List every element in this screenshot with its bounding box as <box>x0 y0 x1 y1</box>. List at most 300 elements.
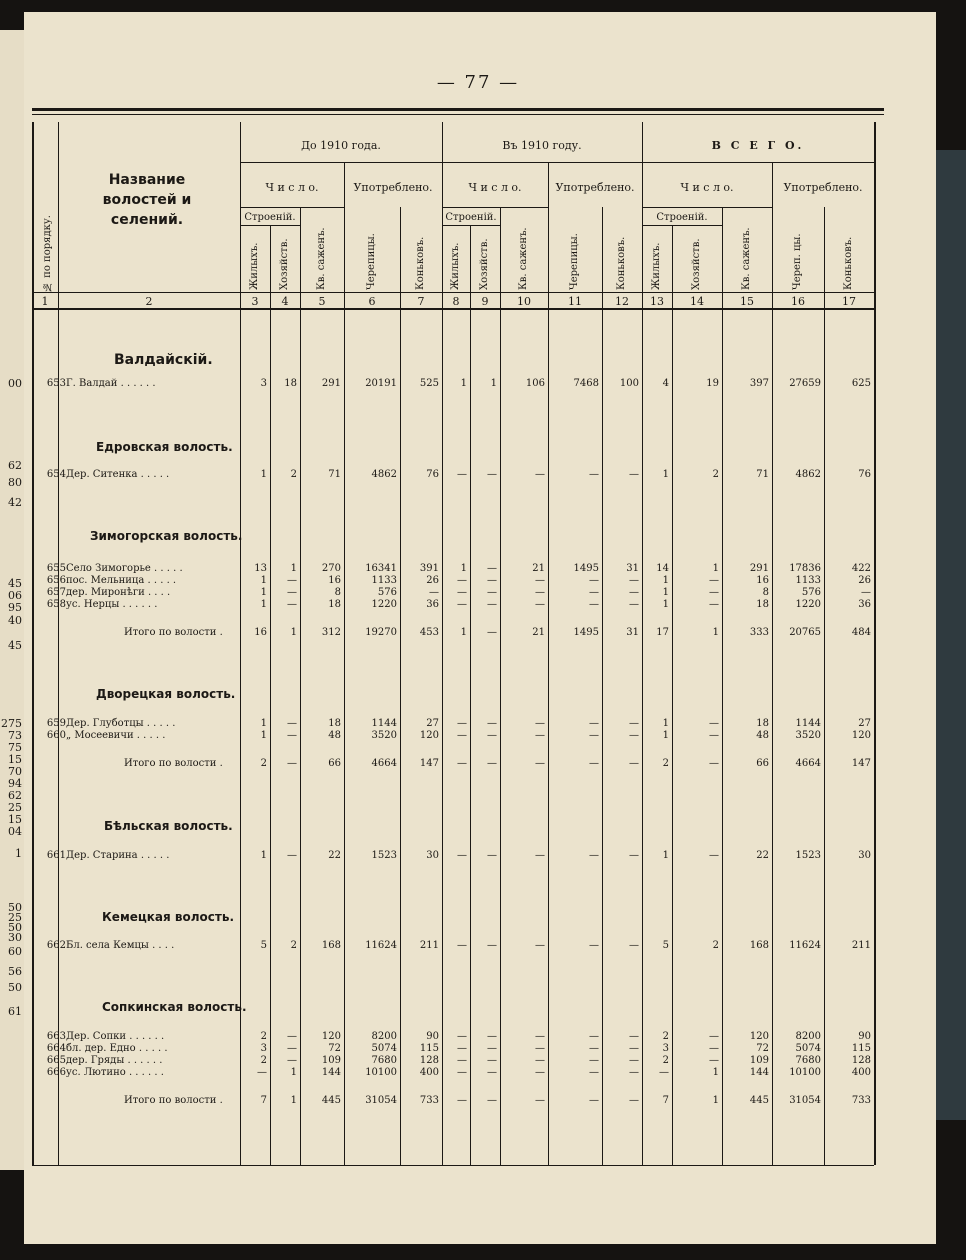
row-number: 653 <box>46 378 66 389</box>
cell-value: — <box>629 730 639 741</box>
settlement-name: Дер. Глуботцы . . . . . <box>66 718 176 729</box>
cell-value: 1 <box>490 378 497 389</box>
cell-value: — <box>457 730 467 741</box>
left-page-number: 04 <box>8 825 22 838</box>
cell-value: 4 <box>662 378 669 389</box>
cell-value: 26 <box>858 575 871 586</box>
cell-value: 2 <box>712 940 719 951</box>
cell-value: 1495 <box>573 627 599 638</box>
cell-value: — <box>487 1031 497 1042</box>
cell-value: — <box>487 850 497 861</box>
cell-value: — <box>535 718 545 729</box>
cell-value: 66 <box>756 758 769 769</box>
cell-value: 1144 <box>795 718 821 729</box>
cell-value: — <box>709 718 719 729</box>
cell-value: 525 <box>419 378 439 389</box>
cell-value: 144 <box>321 1067 341 1078</box>
section-title: Дворецкая волость. <box>96 687 236 701</box>
cell-value: — <box>709 587 719 598</box>
header-buildings-3: Строеній. <box>656 212 708 223</box>
cell-value: — <box>629 1031 639 1042</box>
cell-value: 30 <box>426 850 439 861</box>
cell-value: 1 <box>260 850 267 861</box>
cell-value: 128 <box>851 1055 871 1066</box>
settlement-name: Дер. Ситенка . . . . . <box>66 469 170 480</box>
cell-value: 147 <box>851 758 871 769</box>
cell-value: — <box>535 575 545 586</box>
cell-value: — <box>535 850 545 861</box>
cell-value: 144 <box>749 1067 769 1078</box>
cell-value: 109 <box>749 1055 769 1066</box>
cell-value: 391 <box>419 563 439 574</box>
column-number: 14 <box>690 295 704 308</box>
cell-value: — <box>535 1031 545 1042</box>
cell-value: 11624 <box>365 940 397 951</box>
cell-value: 291 <box>321 378 341 389</box>
cell-value: — <box>487 599 497 610</box>
left-page-number: 94 <box>8 777 22 790</box>
cell-value: 100 <box>619 378 639 389</box>
cell-value: 1 <box>460 563 467 574</box>
left-page-number: 73 <box>8 729 22 742</box>
book-cover-edge <box>936 150 966 1120</box>
cell-value: — <box>629 1055 639 1066</box>
cell-value: 5 <box>662 940 669 951</box>
cell-value: 4862 <box>371 469 397 480</box>
cell-value: 1 <box>662 599 669 610</box>
cell-value: 1 <box>712 627 719 638</box>
cell-value: — <box>487 575 497 586</box>
cell-value: — <box>629 1067 639 1078</box>
column-divider <box>300 207 301 1165</box>
cell-value: — <box>709 730 719 741</box>
column-label-khoz: Хозяйств. <box>691 238 702 290</box>
cell-value: 168 <box>749 940 769 951</box>
settlement-name: Село Зимогорье . . . . . <box>66 563 183 574</box>
cell-value: 1220 <box>795 599 821 610</box>
cell-value: — <box>287 718 297 729</box>
cell-value: 2 <box>290 940 297 951</box>
column-number: 3 <box>251 295 259 308</box>
row-number: 659 <box>46 718 66 729</box>
section-title: Валдайскій. <box>114 352 213 368</box>
cell-value: — <box>257 1067 267 1078</box>
header-name: Название волостей и селений. <box>102 172 192 228</box>
cell-value: 625 <box>851 378 871 389</box>
section-title: Сопкинская волость. <box>102 1000 247 1014</box>
cell-value: 1523 <box>795 850 821 861</box>
cell-value: — <box>535 1067 545 1078</box>
section-title: Кемецкая волость. <box>102 910 234 924</box>
row-number: 655 <box>46 563 66 574</box>
cell-value: — <box>589 1067 599 1078</box>
cell-value: 2 <box>290 469 297 480</box>
left-page-number: 62 <box>8 789 22 802</box>
column-number: 7 <box>417 295 425 308</box>
cell-value: 18 <box>284 378 297 389</box>
cell-value: 1133 <box>795 575 821 586</box>
subtotal-label: Итого по волости . <box>124 627 223 638</box>
cell-value: 18 <box>756 718 769 729</box>
cell-value: — <box>709 1055 719 1066</box>
row-number: 654 <box>46 469 66 480</box>
cell-value: 2 <box>662 1055 669 1066</box>
row-number: 663 <box>46 1031 66 1042</box>
top-rule <box>32 108 884 111</box>
cell-value: 445 <box>321 1095 341 1106</box>
column-number: 15 <box>740 295 754 308</box>
cell-value: 422 <box>851 563 871 574</box>
cell-value: 128 <box>419 1055 439 1066</box>
cell-value: 1 <box>662 718 669 729</box>
cell-value: — <box>709 575 719 586</box>
column-divider <box>58 122 59 1165</box>
subtotal-label: Итого по волости . <box>124 758 223 769</box>
cell-value: 1 <box>460 378 467 389</box>
cell-value: — <box>589 730 599 741</box>
cell-value: — <box>287 1043 297 1054</box>
cell-value: — <box>457 1095 467 1106</box>
cell-value: — <box>629 850 639 861</box>
cell-value: 18 <box>756 599 769 610</box>
column-number: 10 <box>517 295 531 308</box>
cell-value: 18 <box>328 599 341 610</box>
cell-value: 4664 <box>795 758 821 769</box>
left-page-number: 1 <box>15 847 22 860</box>
column-number: 8 <box>452 295 460 308</box>
cell-value: 16 <box>328 575 341 586</box>
column-label-konkov: Коньковъ. <box>415 236 426 290</box>
column-number: 4 <box>281 295 289 308</box>
column-number: 11 <box>568 295 582 308</box>
left-page-number: 42 <box>8 496 22 509</box>
cell-value: 71 <box>756 469 769 480</box>
cell-value: 3 <box>260 1043 267 1054</box>
cell-value: 14 <box>656 563 669 574</box>
cell-value: — <box>629 575 639 586</box>
left-page-number: 15 <box>8 813 22 826</box>
cell-value: 1 <box>712 1067 719 1078</box>
cell-value: — <box>535 730 545 741</box>
settlement-name: бл. дер. Едно . . . . . <box>66 1043 168 1054</box>
cell-value: — <box>487 587 497 598</box>
left-page-number: 06 <box>8 589 22 602</box>
cell-value: 17 <box>656 627 669 638</box>
left-page-number: 95 <box>8 601 22 614</box>
cell-value: 453 <box>419 627 439 638</box>
cell-value: 2 <box>260 1055 267 1066</box>
cell-value: 1 <box>260 718 267 729</box>
cell-value: — <box>589 758 599 769</box>
cell-value: — <box>487 940 497 951</box>
cell-value: 3520 <box>795 730 821 741</box>
column-label-zhilykh: Жилыхъ. <box>651 242 662 290</box>
cell-value: 7468 <box>573 378 599 389</box>
row-number: 662 <box>46 940 66 951</box>
column-label-kv: Кв. саженъ. <box>518 227 529 290</box>
cell-value: 19 <box>706 378 719 389</box>
cell-value: — <box>287 1031 297 1042</box>
cell-value: 18 <box>328 718 341 729</box>
cell-value: 211 <box>419 940 439 951</box>
cell-value: 13 <box>254 563 267 574</box>
cell-value: — <box>629 718 639 729</box>
cell-value: — <box>487 758 497 769</box>
cell-value: — <box>457 1031 467 1042</box>
cell-value: — <box>629 758 639 769</box>
cell-value: 10100 <box>365 1067 397 1078</box>
cell-value: — <box>457 1055 467 1066</box>
cell-value: 1 <box>260 469 267 480</box>
left-page-number: 25 <box>8 911 22 924</box>
section-title: Едровская волость. <box>96 440 233 454</box>
column-number: 13 <box>650 295 664 308</box>
cell-value: 76 <box>426 469 439 480</box>
left-page-number: 30 <box>8 931 22 944</box>
cell-value: 48 <box>328 730 341 741</box>
top-rule-thin <box>32 114 884 115</box>
cell-value: 11624 <box>789 940 821 951</box>
cell-value: 1 <box>662 730 669 741</box>
cell-value: — <box>457 850 467 861</box>
cell-value: — <box>457 1043 467 1054</box>
cell-value: 576 <box>377 587 397 598</box>
cell-value: 120 <box>749 1031 769 1042</box>
cell-value: 19270 <box>365 627 397 638</box>
header-line-3c <box>642 225 722 226</box>
page-number: — 77 — <box>436 72 520 93</box>
cell-value: 3 <box>662 1043 669 1054</box>
cell-value: 2 <box>260 1031 267 1042</box>
left-page-number: 25 <box>8 801 22 814</box>
bottom-line <box>32 1165 874 1166</box>
cell-value: 48 <box>756 730 769 741</box>
cell-value: 168 <box>321 940 341 951</box>
left-page-number: 60 <box>8 945 22 958</box>
cell-value: 120 <box>321 1031 341 1042</box>
cell-value: — <box>629 469 639 480</box>
left-page-number: 00 <box>8 377 22 390</box>
cell-value: 1144 <box>371 718 397 729</box>
header-line-3b <box>442 225 500 226</box>
cell-value: 22 <box>328 850 341 861</box>
cell-value: 21 <box>532 563 545 574</box>
cell-value: 8 <box>334 587 341 598</box>
settlement-name: дер. Гряды . . . . . . <box>66 1055 163 1066</box>
cell-value: — <box>287 758 297 769</box>
cell-value: — <box>535 469 545 480</box>
cell-value: — <box>861 587 871 598</box>
cell-value: 1 <box>260 730 267 741</box>
cell-value: — <box>429 587 439 598</box>
column-divider <box>344 162 345 1165</box>
header-in-1910: Въ 1910 году. <box>502 139 582 152</box>
section-title: Бѣльская волость. <box>104 819 233 833</box>
cell-value: 211 <box>851 940 871 951</box>
cell-value: 733 <box>419 1095 439 1106</box>
header-line-2a <box>240 207 344 208</box>
cell-value: 7680 <box>795 1055 821 1066</box>
cell-value: — <box>629 1095 639 1106</box>
column-label-cherep: Черепицы. <box>366 233 377 290</box>
cell-value: — <box>487 730 497 741</box>
header-buildings-1: Строеній. <box>244 212 296 223</box>
column-divider <box>442 122 443 1165</box>
cell-value: 22 <box>756 850 769 861</box>
left-page-number: 15 <box>8 753 22 766</box>
column-number: 2 <box>145 295 153 308</box>
cell-value: 90 <box>858 1031 871 1042</box>
cell-value: 8200 <box>371 1031 397 1042</box>
column-label-konkov: Коньковъ. <box>616 236 627 290</box>
cell-value: 3520 <box>371 730 397 741</box>
cell-value: 31 <box>626 627 639 638</box>
left-page-number: 40 <box>8 614 22 627</box>
cell-value: 291 <box>749 563 769 574</box>
cell-value: 109 <box>321 1055 341 1066</box>
cell-value: 4862 <box>795 469 821 480</box>
left-page-number: 45 <box>8 577 22 590</box>
cell-value: 1 <box>290 1095 297 1106</box>
column-number: 5 <box>318 295 326 308</box>
cell-value: — <box>487 469 497 480</box>
cell-value: 270 <box>321 563 341 574</box>
column-label-kv: Кв. саженъ. <box>741 227 752 290</box>
cell-value: 31054 <box>365 1095 397 1106</box>
column-label-zhilykh: Жилыхъ. <box>450 242 461 290</box>
header-before-1910: До 1910 года. <box>301 139 381 152</box>
cell-value: 1133 <box>371 575 397 586</box>
cell-value: 10100 <box>789 1067 821 1078</box>
cell-value: — <box>487 1067 497 1078</box>
cell-value: — <box>589 1095 599 1106</box>
cell-value: — <box>709 1043 719 1054</box>
cell-value: 1220 <box>371 599 397 610</box>
cell-value: 5074 <box>371 1043 397 1054</box>
header-line-3a <box>240 225 300 226</box>
cell-value: 4664 <box>371 758 397 769</box>
header-count-2: Ч и с л о. <box>468 181 522 194</box>
section-title: Зимогорская волость. <box>90 529 243 543</box>
cell-value: — <box>589 575 599 586</box>
cell-value: 397 <box>749 378 769 389</box>
column-divider <box>500 207 501 1165</box>
left-page-number: 50 <box>8 921 22 934</box>
row-number: 666 <box>46 1067 66 1078</box>
header-count-1: Ч и с л о. <box>265 181 319 194</box>
cell-value: — <box>589 587 599 598</box>
cell-value: 333 <box>749 627 769 638</box>
cell-value: 7 <box>662 1095 669 1106</box>
cell-value: — <box>457 587 467 598</box>
column-divider <box>32 122 34 1165</box>
cell-value: 1523 <box>371 850 397 861</box>
cell-value: — <box>535 1043 545 1054</box>
cell-value: 21 <box>532 627 545 638</box>
cell-value: 36 <box>858 599 871 610</box>
column-divider <box>470 225 471 1165</box>
left-page-number: 62 <box>8 459 22 472</box>
cell-value: 400 <box>419 1067 439 1078</box>
cell-value: 27 <box>858 718 871 729</box>
cell-value: — <box>487 1043 497 1054</box>
settlement-name: пос. Мельница . . . . . <box>66 575 177 586</box>
header-line-2c <box>642 207 772 208</box>
cell-value: 484 <box>851 627 871 638</box>
cell-value: 27 <box>426 718 439 729</box>
cell-value: 1 <box>712 1095 719 1106</box>
cell-value: 312 <box>321 627 341 638</box>
cell-value: — <box>487 1055 497 1066</box>
cell-value: — <box>535 1055 545 1066</box>
cell-value: — <box>629 1043 639 1054</box>
cell-value: 90 <box>426 1031 439 1042</box>
cell-value: 16 <box>756 575 769 586</box>
settlement-name: Г. Валдай . . . . . . <box>66 378 156 389</box>
row-number: 656 <box>46 575 66 586</box>
settlement-name: ус. Нерцы . . . . . . <box>66 599 158 610</box>
cell-value: 26 <box>426 575 439 586</box>
header-line-1 <box>240 162 874 163</box>
column-label-cherep: Черепицы. <box>569 233 580 290</box>
cell-value: 72 <box>756 1043 769 1054</box>
cell-value: 1 <box>290 563 297 574</box>
column-label-zhilykh: Жилыхъ. <box>249 242 260 290</box>
column-number: 1 <box>41 295 49 308</box>
cell-value: 1 <box>260 587 267 598</box>
cell-value: 115 <box>419 1043 439 1054</box>
left-page-number: 61 <box>8 1005 22 1018</box>
left-page-number: 50 <box>8 901 22 914</box>
cell-value: — <box>535 758 545 769</box>
cell-value: — <box>487 718 497 729</box>
column-label-khoz: Хозяйств. <box>279 238 290 290</box>
cell-value: — <box>589 718 599 729</box>
header-buildings-2: Строеній. <box>445 212 497 223</box>
left-page-number: 275 <box>1 717 22 730</box>
cell-value: 7680 <box>371 1055 397 1066</box>
cell-value: 8200 <box>795 1031 821 1042</box>
left-page-number: 56 <box>8 965 22 978</box>
cell-value: — <box>589 940 599 951</box>
settlement-name: Дер. Старина . . . . . <box>66 850 170 861</box>
header-line-2b <box>442 207 548 208</box>
cell-value: — <box>487 563 497 574</box>
cell-value: 1 <box>260 575 267 586</box>
cell-value: 17836 <box>789 563 821 574</box>
cell-value: — <box>629 587 639 598</box>
cell-value: 1 <box>712 563 719 574</box>
left-page-number: 80 <box>8 476 22 489</box>
column-label-khoz: Хозяйств. <box>479 238 490 290</box>
cell-value: — <box>589 1031 599 1042</box>
row-number: 657 <box>46 587 66 598</box>
cell-value: 20191 <box>365 378 397 389</box>
settlement-name: Бл. села Кемцы . . . . <box>66 940 175 951</box>
cell-value: 1 <box>662 469 669 480</box>
settlement-name: „ Мосеевичи . . . . . <box>66 730 166 741</box>
row-number: 665 <box>46 1055 66 1066</box>
row-number: 660 <box>46 730 66 741</box>
row-number: 658 <box>46 599 66 610</box>
cell-value: — <box>457 940 467 951</box>
cell-value: 5 <box>260 940 267 951</box>
cell-value: 16 <box>254 627 267 638</box>
cell-value: 115 <box>851 1043 871 1054</box>
cell-value: 120 <box>419 730 439 741</box>
cell-value: 76 <box>858 469 871 480</box>
header-used-2: Употреблено. <box>555 181 635 194</box>
